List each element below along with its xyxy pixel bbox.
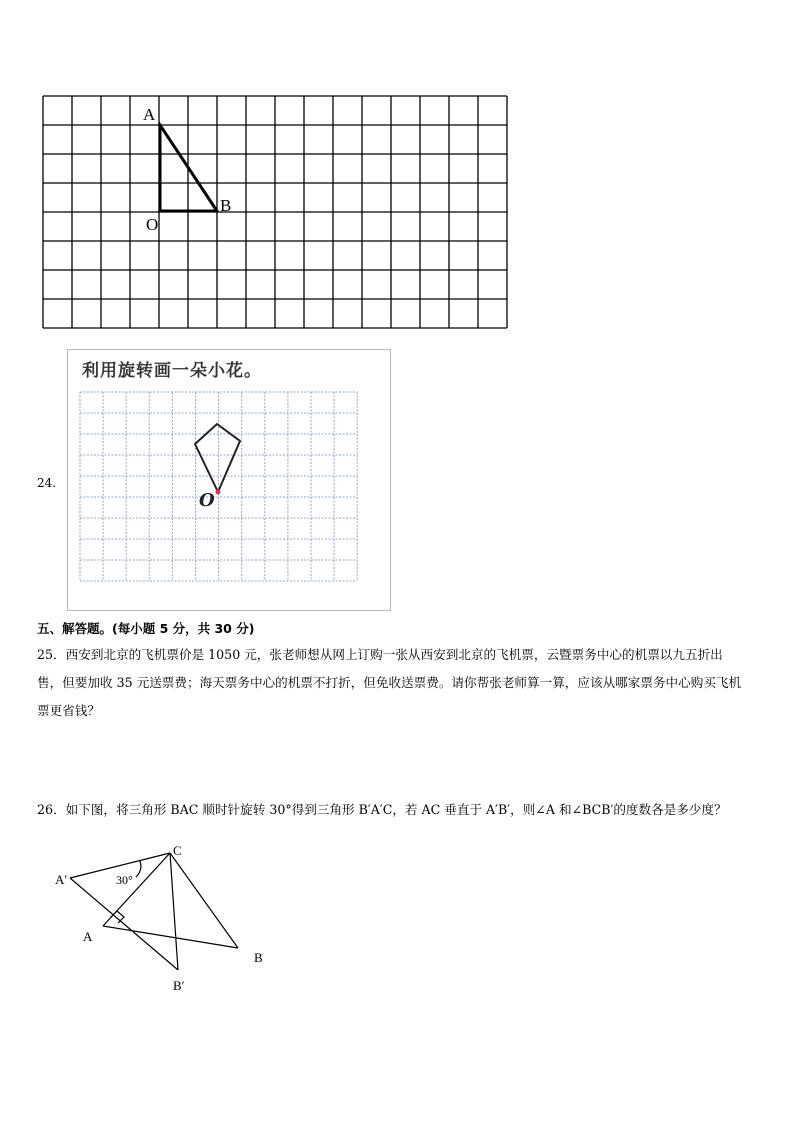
- section-5-title: 五、解答题。(每小题 5 分，共 30 分): [37, 621, 255, 636]
- question-26-number: 26．: [37, 802, 66, 817]
- side-a-b: [103, 926, 238, 948]
- label-a-prime: A′: [55, 872, 68, 887]
- panel-title: 利用旋转画一朵小花。: [82, 361, 262, 381]
- label-angle-30: 30°: [116, 873, 133, 887]
- question-26: [37, 796, 777, 824]
- label-a: A: [83, 929, 93, 944]
- question-24-number: 24.: [37, 476, 57, 490]
- question-25-number: 25．: [37, 647, 66, 662]
- label-b: B: [254, 950, 263, 965]
- dotted-grid-lines: [80, 392, 357, 581]
- label-a: A: [143, 105, 156, 124]
- right-angle-mark: [111, 911, 124, 923]
- rotated-triangles-figure: [50, 838, 280, 998]
- flower-grid: [78, 390, 360, 590]
- rotation-center-point: [216, 490, 221, 495]
- question-26-text: 如下图，将三角形 BAC 顺时针旋转 30°得到三角形 B′A′C，若 AC 垂直于 A′B′，则∠A 和∠BCB′的度数各是多少度？: [65, 802, 727, 817]
- question-25-text: 西安到北京的飞机票价是 1050 元，张老师想从网上订购一张从西安到北京的飞机票，云暨票务中心的机票以九五折出售，但要加收 35 元送票费；海天票务中心的机票不打折，但免收送票费。请你帮张老师算一算，应该从哪家票务中心购买飞机票更省钱？: [37, 647, 742, 718]
- side-c-b: [170, 853, 238, 948]
- question-25: [37, 641, 747, 725]
- flower-rotation-panel: [67, 349, 391, 611]
- label-c: C: [173, 843, 182, 858]
- label-o: O: [146, 215, 159, 234]
- origin-label: O: [199, 490, 215, 511]
- label-b: B: [220, 196, 232, 215]
- grid-lines: [43, 96, 507, 328]
- side-c-b-prime: [170, 853, 178, 970]
- rotation-grid-figure: [40, 93, 515, 333]
- side-a-prime-b-prime: [70, 878, 178, 970]
- label-b-prime: B′: [173, 978, 185, 993]
- angle-arc: [136, 861, 141, 877]
